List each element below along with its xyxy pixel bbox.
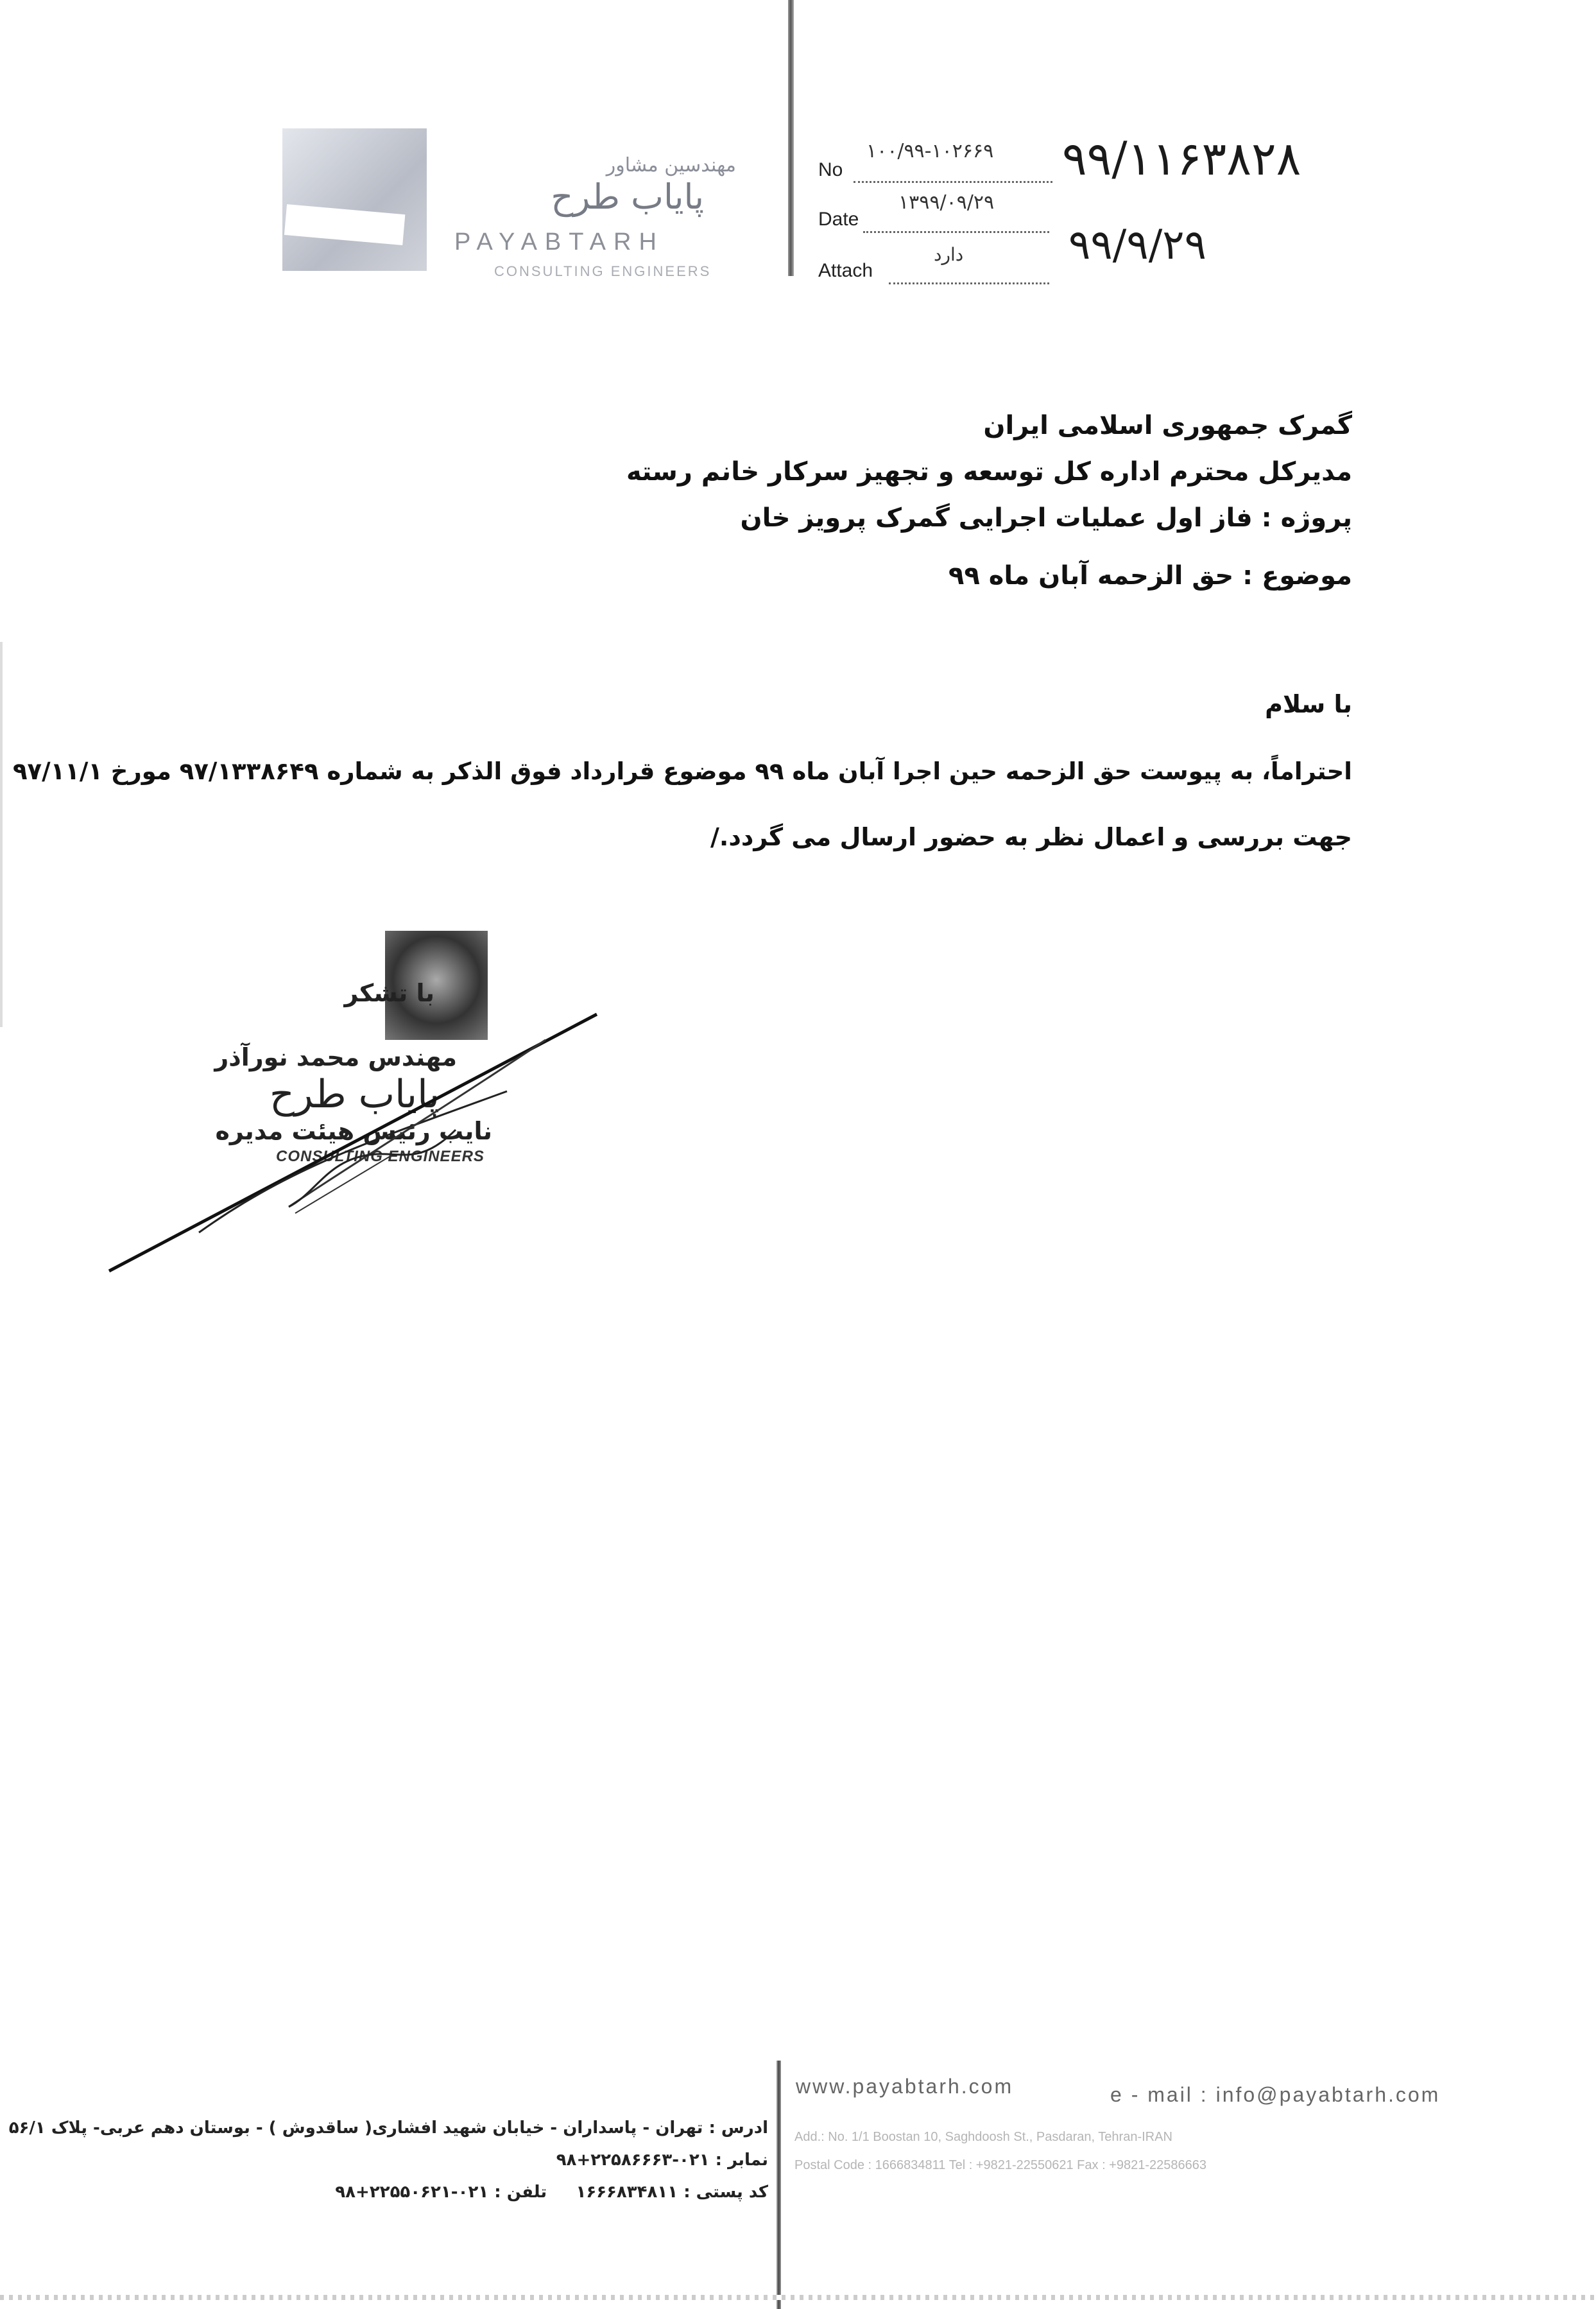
scan-edge-left (0, 642, 3, 1027)
logo-name-fa: پایاب طرح (551, 177, 704, 217)
subject-line: موضوع : حق الزحمه آبان ماه ۹۹ (948, 561, 1352, 591)
date-handwritten: ۹۹/۹/۲۹ (1068, 221, 1206, 269)
phone-label: تلفن : (494, 2183, 547, 2202)
footer-address-fa: ادرس : تهران - پاسداران - خیابان شهید افشاری( ساقدوش ) - بوستان دهم عربی- پلاک ۵۶/۱ (8, 2118, 768, 2138)
closing: با تشکر (344, 979, 434, 1007)
attach-label: Attach (818, 260, 873, 281)
fold-line-top (788, 0, 794, 276)
body-line-2: جهت بررسی و اعمال نظر به حضور ارسال می گردد./ (710, 823, 1352, 851)
footer-contact-en: Postal Code : 1666834811 Tel : +9821-22550621 Fax : +9821-22586663 (794, 2158, 1207, 2172)
stamp-company-fa: پایاب طرح (270, 1072, 440, 1117)
fold-line-bottom (777, 2061, 781, 2309)
phone-number: ۰۲۱-۲۲۵۵۰۶۲۱+۹۸ (335, 2183, 489, 2202)
footer-email: e - mail : info@payabtarh.com (1110, 2083, 1441, 2106)
postal-label: کد پستی : (683, 2183, 768, 2202)
no-handwritten: ۹۹/۱۱۶۳۸۲۸ (1062, 132, 1301, 186)
postal-code: ۱۶۶۶۸۳۴۸۱۱ (576, 2183, 678, 2202)
fax-label: نمابر : (715, 2150, 768, 2170)
logo-subtitle-fa: مهندسین مشاور (606, 154, 736, 177)
body-line-1: احتراماً، به پیوست حق الزحمه حین اجرا آبان ماه ۹۹ موضوع قرارداد فوق الذکر به شماره ۹۷/۱۳۳۸۶۴۹ مورخ ۹۷/۱۱/۱ (12, 757, 1352, 785)
no-label: No (818, 159, 843, 180)
attach-value: دارد (934, 244, 964, 265)
footer-website: www.payabtarh.com (796, 2075, 1014, 2098)
no-dotted-line (854, 181, 1052, 183)
footer-address-en: Add.: No. 1/1 Boostan 10, Saghdoosh St., Pasdaran, Tehran-IRAN (794, 2130, 1172, 2144)
no-value: ۱۰۰/۹۹-۱۰۲۶۶۹ (866, 140, 994, 162)
footer-fax-row (556, 2150, 768, 2170)
project-line: پروژه : فاز اول عملیات اجرایی گمرک پرویز خان (740, 503, 1352, 533)
fax-number: ۰۲۱-۲۲۵۸۶۶۶۳+۹۸ (556, 2150, 710, 2170)
attach-dotted-line (889, 282, 1049, 284)
stamp-company-en: CONSULTING ENGINEERS (276, 1148, 485, 1165)
logo-name-en: PAYABTARH (454, 229, 664, 255)
date-value: ۱۳۹۹/۰۹/۲۹ (898, 191, 995, 214)
logo-subtitle-en: CONSULTING ENGINEERS (494, 263, 712, 279)
greeting: با سلام (1265, 690, 1352, 718)
signer-title: نایب رئیس هیئت مدیره (215, 1117, 492, 1145)
logo-mark (282, 128, 427, 271)
date-dotted-line (863, 231, 1049, 233)
scan-edge-bottom (0, 2295, 1596, 2300)
date-label: Date (818, 209, 859, 230)
recipient-org: گمرک جمهوری اسلامی ایران (983, 411, 1352, 440)
handwritten-signature (96, 1001, 610, 1284)
signer-name: مهندس محمد نورآذر (214, 1043, 457, 1071)
recipient-person: مدیرکل محترم اداره کل توسعه و تجهیز سرکار خانم رسته (626, 457, 1352, 487)
footer-contact-row (335, 2183, 768, 2202)
